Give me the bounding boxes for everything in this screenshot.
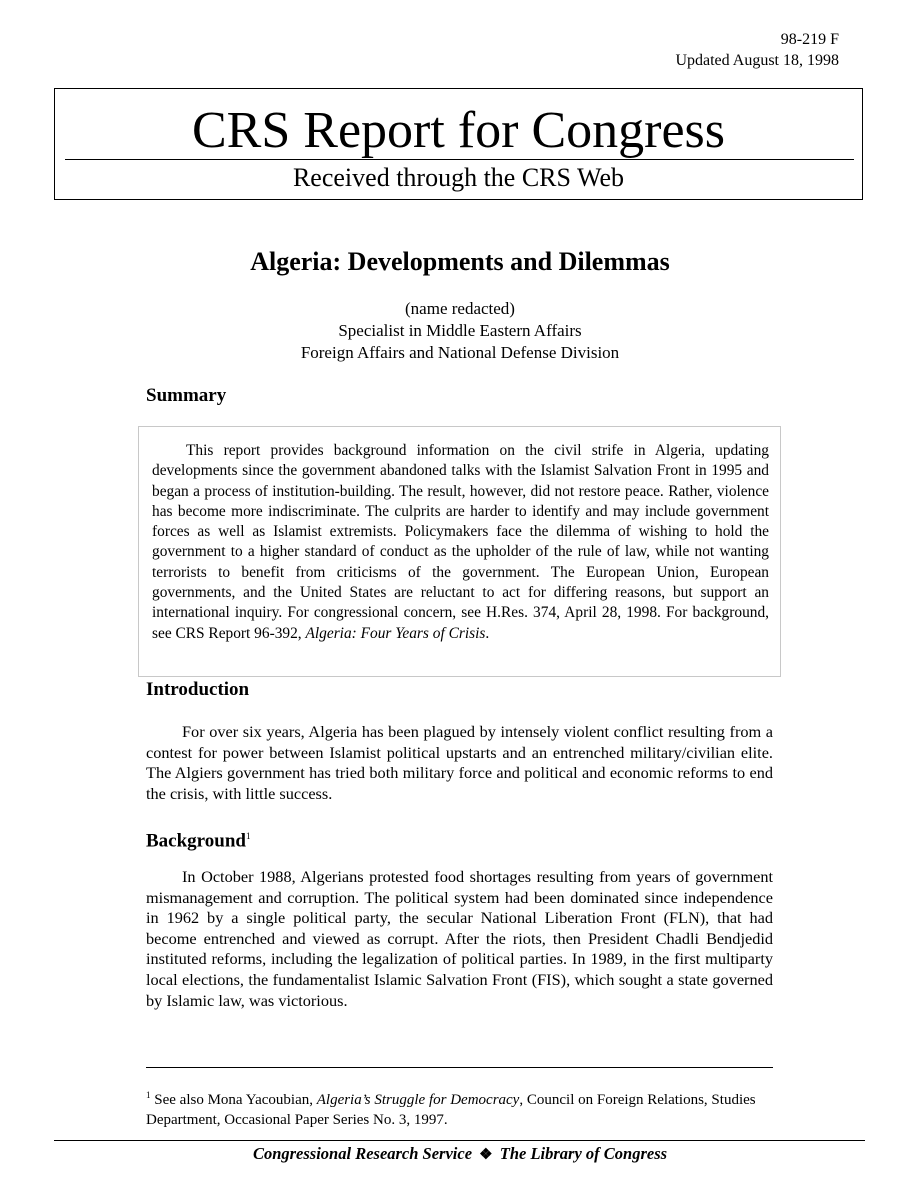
author-block xyxy=(0,298,920,364)
document-title: Algeria: Developments and Dilemmas xyxy=(250,247,670,276)
footnote-reference[interactable]: 1 xyxy=(245,831,251,841)
summary-reference-title: Algeria: Four Years of Crisis xyxy=(305,624,486,642)
report-number: 98-219 F xyxy=(780,31,839,48)
footnote-marker: 1 xyxy=(146,1090,151,1100)
diamond-separator-icon: ❖ xyxy=(479,1147,493,1163)
footnote-work-title: Algeria’s Struggle for Democracy xyxy=(316,1092,520,1108)
masthead-divider xyxy=(65,159,854,160)
footer-library: The Library of Congress xyxy=(499,1144,668,1163)
introduction-heading: Introduction xyxy=(146,679,250,700)
author-name: (name redacted) xyxy=(405,299,515,318)
page-footer xyxy=(0,1143,920,1166)
summary-heading: Summary xyxy=(146,385,227,406)
masthead-title: CRS Report for Congress xyxy=(192,102,725,159)
footer-divider xyxy=(54,1140,865,1141)
author-division: Foreign Affairs and National Defense Division xyxy=(300,343,620,362)
background-heading xyxy=(146,824,250,853)
summary-end: . xyxy=(485,624,490,642)
footnote-lead: See also Mona Yacoubian, xyxy=(150,1092,317,1108)
footnote xyxy=(146,1085,773,1130)
masthead xyxy=(54,88,863,200)
background-heading-text: Background xyxy=(146,830,246,852)
author-position: Specialist in Middle Eastern Affairs xyxy=(338,321,582,340)
summary-body: This report provides background information on the civil strife in Algeria, updating developments since the government abandoned talks with the Islamist Salvation Front in 1995 and began a process of institution-building. The result, however, did not restore peace. Rather, violence has become more indiscriminate. The culprits are harder to identify and may include government forces as well as Islamist extremists. Policymakers face the dilemma of wishing to hold the government to a higher standard of conduct as the upholder of the rule of law, while not wanting terrorists to benefit from criticisms of the government. The European Union, European governments, and the United States are reluctant to act for differing reasons, but support an international inquiry. For congressional concern, see H.Res. 374, April 28, 1998. For background, see CRS Report 96-392, xyxy=(152,442,769,642)
footnote-divider xyxy=(146,1067,773,1068)
report-identifier xyxy=(675,29,839,71)
summary-box xyxy=(138,426,781,677)
background-paragraph: In October 1988, Algerians protested food shortages resulting from years of government mismanagement and corruption. The political system had been dominated since independence in 1962 by a single political party, the secular National Liberation Front (FLN), that had become entrenched and viewed as corrupt. After the riots, then President Chadli Bendjedid instituted reforms, including the legalization of political parties. In 1989, in the first multiparty local elections, the fundamentalist Islamic Salvation Front (FIS), which sought a state governed by Islamic law, was victorious. xyxy=(146,867,773,1010)
masthead-subtitle: Received through the CRS Web xyxy=(292,163,625,192)
report-updated-date: Updated August 18, 1998 xyxy=(675,52,839,69)
footer-organization: Congressional Research Service xyxy=(252,1144,473,1163)
introduction-paragraph: For over six years, Algeria has been plagued by intensely violent conflict resulting from a contest for power between Islamist political upstarts and an entrenched military/civilian elite. The Algiers government has tried both military force and political and economic reforms to end the crisis, with little success. xyxy=(146,722,773,803)
summary-text xyxy=(152,441,769,644)
footnote-rest: , Council on Foreign Relations, Studies Department, Occasional Paper Series No. 3, 1997. xyxy=(146,1092,756,1128)
